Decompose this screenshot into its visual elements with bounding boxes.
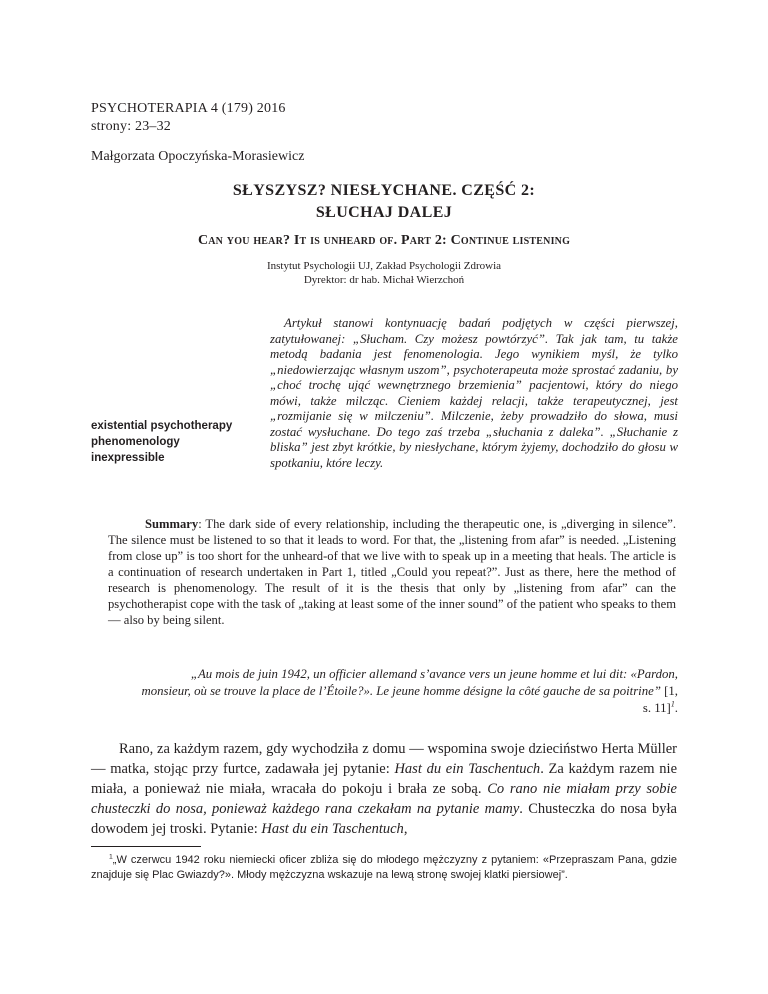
epigraph-period: . xyxy=(674,701,678,715)
body-paragraph xyxy=(91,739,677,839)
body-segment: , xyxy=(403,821,408,837)
summary-label: Summary xyxy=(145,517,199,531)
affiliation-institute: Instytut Psychologii UJ, Zakład Psychologii Zdrowia xyxy=(266,260,502,272)
affiliation-director: Dyrektor: dr hab. Michał Wierzchoń xyxy=(303,274,465,286)
body-italic: Hast du ein Taschentuch xyxy=(261,821,404,837)
epigraph-citation: [1, s. 11] xyxy=(642,684,678,715)
keyword: inexpressible xyxy=(91,452,165,464)
summary-text: : The dark side of every relationship, including the therapeutic one, is „diverging in silence”. The silence must be listened to so that it leads to word. For that, the „listening from afar” is needed. „Listening from close up” is too short for the unheard-of that we live with to speak up in a meeting that heals. The article is a continuation of research undertaken in Part 1, titled „Could you repeat?”. Just as there, here the method of research is phenomenology. The result of it is the thesis that only by „listening from afar” can the psychotherapist cope with the task of „taking at least some of the inner sound” of the patient who speaks to them — also by being silent. xyxy=(108,517,676,627)
english-summary xyxy=(108,516,676,628)
footnote-reference[interactable]: 1 xyxy=(670,699,675,709)
body-segment: . Za każdym razem nie miała, a ponieważ nie miała, wracała do pokoju i brała ze sobą. xyxy=(91,761,678,797)
journal-issue: PSYCHOTERAPIA 4 (179) 2016 xyxy=(91,101,286,116)
footnote-divider xyxy=(91,846,201,847)
keywords xyxy=(91,418,261,466)
body-segment: . Chusteczka do nosa była dowodem jej troski. Pytanie: xyxy=(91,801,677,837)
title-line-1: SŁYSZYSZ? NIESŁYCHANE. CZĘŚĆ 2: xyxy=(232,182,536,199)
page-range: strony: 23–32 xyxy=(91,119,171,134)
body-italic: Hast du ein Taschentuch xyxy=(394,761,541,777)
body-italic: Co rano nie miałam przy sobie chusteczki do nosa, ponieważ każdego rana czekałam na pytanie mamy xyxy=(91,781,677,817)
article-title xyxy=(91,180,677,224)
epigraph-quote: „Au mois de juin 1942, un officier allemand s’avance vers un jeune homme et lui dit: «Pardon, monsieur, où se trouve la place de l’Étoile?». Le jeune homme désigne la côté gauche de sa poitrine” xyxy=(141,667,678,698)
affiliation xyxy=(91,259,677,287)
title-line-2: SŁUCHAJ DALEJ xyxy=(315,204,453,221)
footnote-text: „W czerwcu 1942 roku niemiecki oficer zbliża się do młodego mężczyzny z pytaniem: «Przepraszam Pana, gdzie znajduje się Plac Gwiazdy?». Młody mężczyzna wskazuje na lewą stronę swojej klatki piersiowej”. xyxy=(91,854,677,881)
body-segment: Rano, za każdym razem, gdy wychodziła z domu — wspomina swoje dzieciństwo Herta Müller — matka, stojąc przy furtce, zadawała jej pytanie: xyxy=(91,741,677,777)
journal-header xyxy=(91,100,286,136)
footnote-mark: 1 xyxy=(109,853,113,861)
polish-abstract: Artykuł stanowi kontynuację badań podjętych w części pierwszej, zatytułowanej: „Słucham. Czy możesz powtórzyć”. Tak jak tam, tu także metodą badania jest fenomenologia. Jego wynikiem myśl, że tylko „niedowierzając własnym uszom”, psychoterapeuta może sprostać zadaniu, by „choć trochę ująć wewnętrznego brzemienia” pacjentowi, który do niego mówi, także milcząc. Cieniem każdej relacji, także terapeutycznej, jest „rozmijanie się w milczeniu”. Milczenie, żeby prowadziło do słowa, musi zostać wysłuchane. Do tego zaś trzeba „słuchania z daleka”. „Słuchanie z bliska” jest zbyt krótkie, by niesłychane, którym żyjemy, dochodziło do głosu w spotkaniu, które leczy. xyxy=(270,316,678,470)
keyword: phenomenology xyxy=(91,436,180,448)
keyword: existential psychotherapy xyxy=(91,420,233,432)
english-title: Can you hear? It is unheard of. Part 2: Continue listening xyxy=(197,233,571,248)
footnote xyxy=(91,853,677,883)
author-name: Małgorzata Opoczyńska-Morasiewicz xyxy=(91,149,305,164)
epigraph xyxy=(140,666,678,717)
